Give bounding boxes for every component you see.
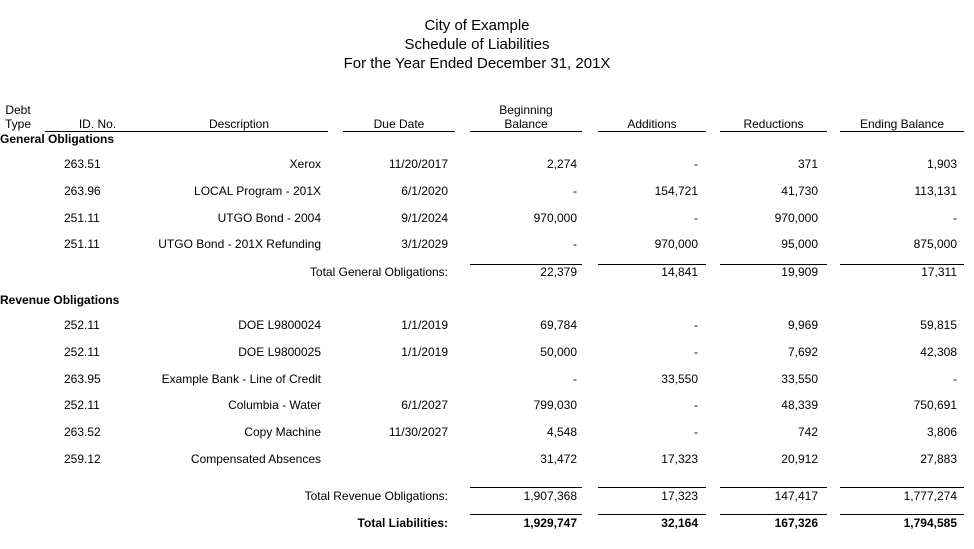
row-beginning-balance: - — [573, 372, 577, 386]
row-beginning-balance: - — [573, 237, 577, 251]
subtotal-additions: 14,841 — [661, 265, 698, 279]
row-reductions: 20,912 — [781, 452, 818, 466]
row-description: UTGO Bond - 201X Refunding — [158, 237, 321, 251]
row-beginning-balance: 799,030 — [533, 398, 577, 412]
section-title-general-obligations: General Obligations — [0, 132, 115, 146]
report-entity-name: City of Example — [424, 17, 530, 34]
row-due-date: 1/1/2019 — [401, 345, 448, 359]
row-description: Compensated Absences — [190, 452, 321, 466]
row-id: 263.96 — [64, 184, 101, 198]
row-ending-balance: 750,691 — [913, 398, 957, 412]
row-additions: - — [694, 345, 698, 359]
row-ending-balance: 113,131 — [914, 184, 957, 198]
row-description: UTGO Bond - 2004 — [217, 211, 321, 225]
row-due-date: 6/1/2027 — [401, 398, 448, 412]
subtotal-label: Total General Obligations: — [309, 265, 448, 279]
row-ending-balance: 875,000 — [913, 237, 957, 251]
column-header-due-date: Due Date — [343, 117, 455, 132]
row-description: LOCAL Program - 201X — [194, 184, 321, 198]
row-additions: - — [694, 157, 698, 171]
row-beginning-balance: 31,472 — [540, 452, 577, 466]
total-rule — [840, 514, 964, 515]
total-liabilities-label: Total Liabilities: — [357, 516, 448, 530]
subtotal-ending: 17,311 — [921, 265, 957, 279]
row-description: Copy Machine — [244, 425, 321, 439]
row-description: Columbia - Water — [228, 398, 321, 412]
row-ending-balance: - — [953, 211, 957, 225]
subtotal-additions: 17,323 — [661, 489, 698, 503]
row-reductions: 9,969 — [787, 318, 818, 332]
row-additions: - — [694, 318, 698, 332]
subtotal-beginning: 22,379 — [540, 265, 577, 279]
subtotal-rule — [470, 487, 582, 488]
row-beginning-balance: 2,274 — [546, 157, 577, 171]
row-description: Example Bank - Line of Credit — [161, 372, 321, 386]
row-reductions: 48,339 — [781, 398, 818, 412]
row-id: 251.11 — [64, 211, 100, 225]
total-additions: 32,164 — [661, 516, 698, 530]
row-beginning-balance: 4,548 — [546, 425, 577, 439]
row-id: 251.11 — [64, 237, 100, 251]
row-additions: - — [694, 211, 698, 225]
row-description: DOE L9800024 — [238, 318, 321, 332]
total-reductions: 167,326 — [774, 516, 818, 530]
column-header-debt-type-line1: Debt — [5, 103, 31, 117]
column-header-additions: Additions — [598, 117, 706, 132]
row-additions: 154,721 — [654, 184, 698, 198]
row-ending-balance: 27,883 — [920, 452, 957, 466]
row-due-date: 11/20/2017 — [388, 157, 448, 171]
column-header-beginning-line1: Beginning — [499, 103, 553, 117]
row-id: 252.11 — [64, 318, 100, 332]
row-beginning-balance: - — [573, 184, 577, 198]
row-id: 252.11 — [64, 345, 100, 359]
column-header-beginning-line2: Balance — [504, 117, 548, 131]
total-rule — [720, 514, 827, 515]
subtotal-ending: 1,777,274 — [903, 489, 957, 503]
subtotal-beginning: 1,907,368 — [523, 489, 577, 503]
row-beginning-balance: 50,000 — [540, 345, 577, 359]
row-due-date: 6/1/2020 — [401, 184, 448, 198]
report-title: Schedule of Liabilities — [404, 36, 550, 53]
row-ending-balance: 3,806 — [926, 425, 957, 439]
row-due-date: 9/1/2024 — [401, 211, 448, 225]
row-additions: - — [694, 398, 698, 412]
row-reductions: 33,550 — [781, 372, 818, 386]
subtotal-label: Total Revenue Obligations: — [304, 489, 448, 503]
subtotal-rule — [720, 487, 827, 488]
total-ending: 1,794,585 — [903, 516, 957, 530]
row-additions: 17,323 — [661, 452, 698, 466]
row-beginning-balance: 970,000 — [533, 211, 577, 225]
row-ending-balance: 1,903 — [926, 157, 957, 171]
row-id: 263.95 — [64, 372, 101, 386]
row-reductions: 742 — [797, 425, 818, 439]
row-description: DOE L9800025 — [238, 345, 321, 359]
row-description: Xerox — [289, 157, 321, 171]
row-additions: 970,000 — [654, 237, 698, 251]
row-id: 252.11 — [64, 398, 100, 412]
column-header-description: Description — [150, 117, 328, 132]
column-header-debt-type-line2: Type — [4, 117, 31, 131]
section-title-revenue-obligations: Revenue Obligations — [0, 293, 120, 307]
row-reductions: 970,000 — [774, 211, 818, 225]
row-ending-balance: 59,815 — [920, 318, 957, 332]
subtotal-rule — [840, 487, 964, 488]
row-ending-balance: - — [953, 372, 957, 386]
column-header-debt-type — [4, 103, 32, 131]
subtotal-reductions: 19,909 — [781, 265, 818, 279]
column-header-reductions: Reductions — [720, 117, 827, 132]
column-header-id-no: ID. No. — [45, 117, 150, 132]
row-due-date: 1/1/2019 — [401, 318, 448, 332]
report-period: For the Year Ended December 31, 201X — [343, 55, 611, 72]
row-ending-balance: 42,308 — [920, 345, 957, 359]
total-beginning: 1,929,747 — [523, 516, 577, 530]
row-additions: 33,550 — [661, 372, 698, 386]
row-additions: - — [694, 425, 698, 439]
row-id: 263.52 — [64, 425, 101, 439]
column-header-ending-balance: Ending Balance — [840, 117, 964, 132]
row-reductions: 7,692 — [787, 345, 818, 359]
row-reductions: 371 — [797, 157, 818, 171]
subtotal-rule — [598, 487, 706, 488]
row-reductions: 95,000 — [781, 237, 818, 251]
row-due-date: 11/30/2027 — [388, 425, 448, 439]
row-due-date: 3/1/2029 — [401, 237, 448, 251]
row-reductions: 41,730 — [781, 184, 818, 198]
column-header-beginning-balance — [470, 103, 582, 132]
total-rule — [598, 514, 706, 515]
row-id: 259.12 — [64, 452, 101, 466]
subtotal-reductions: 147,417 — [774, 489, 818, 503]
total-rule — [470, 514, 582, 515]
row-id: 263.51 — [64, 157, 101, 171]
row-beginning-balance: 69,784 — [540, 318, 577, 332]
